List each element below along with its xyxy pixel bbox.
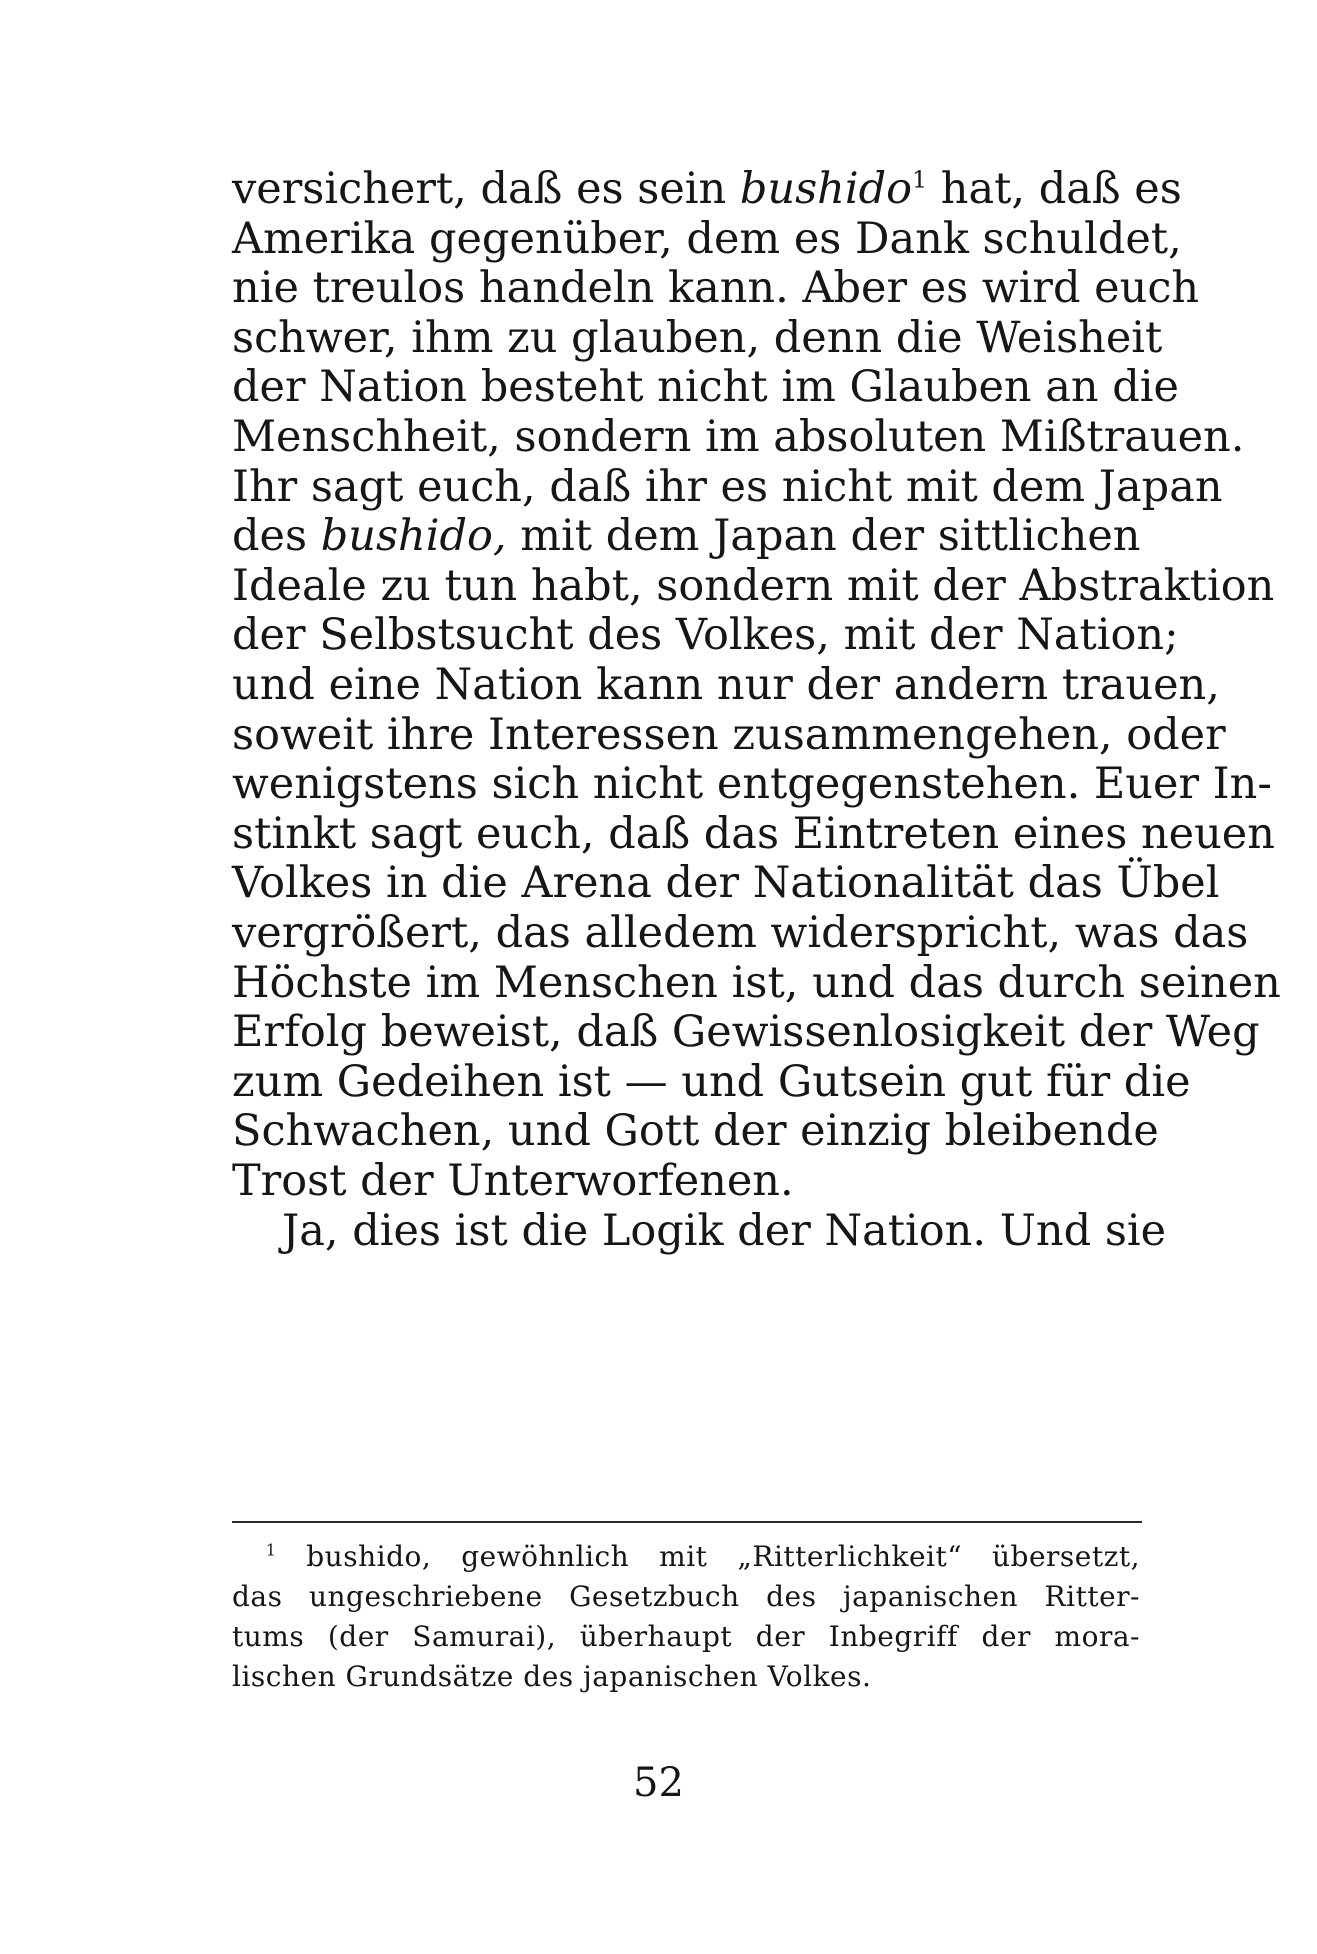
text-segment: nie treulos handeln kann. Aber es wird euch bbox=[232, 263, 1200, 314]
italic-term: bushido bbox=[739, 164, 913, 214]
text-segment: vergrößert, das alledem widerspricht, was das bbox=[232, 908, 1249, 958]
footnote-marker[interactable]: 1 bbox=[912, 165, 928, 194]
text-segment: soweit ihre Interessen zusammengehen, oder bbox=[232, 709, 1226, 760]
text-segment: zum Gedeihen ist — und Gutsein gut für die bbox=[232, 1056, 1191, 1107]
text-segment: stinkt sagt euch, daß das Eintreten eines neuen bbox=[232, 808, 1275, 859]
text-segment: Volkes in die Arena der Nationalität das Übel bbox=[232, 858, 1220, 909]
footnote-text: tums (der Samurai), überhaupt der Inbegriff der mora- bbox=[232, 1620, 1140, 1653]
text-line bbox=[282, 1200, 1167, 1262]
text-segment: versichert, daß es sein bbox=[232, 164, 740, 214]
text-segment: Amerika gegenüber, dem es Dank schuldet, bbox=[232, 213, 1182, 264]
text-segment: Ja, dies ist die Logik der Nation. Und sie bbox=[282, 1205, 1167, 1256]
italic-term: bushido, bbox=[320, 511, 507, 562]
text-segment: Trost der Unterworfenen. bbox=[232, 1156, 794, 1206]
text-segment: Ideale zu tun habt, sondern mit der Abstraktion bbox=[232, 560, 1275, 611]
footnote-text: das ungeschriebene Gesetzbuch des japanischen Ritter- bbox=[232, 1580, 1140, 1613]
footnote-text: lischen Grundsätze des japanischen Volkes. bbox=[232, 1660, 872, 1693]
text-segment: Erfolg beweist, daß Gewissenlosigkeit der Weg bbox=[232, 1007, 1260, 1058]
footnote-text: bushido, gewöhnlich mit „Ritterlichkeit“ übersetzt, bbox=[306, 1540, 1140, 1573]
text-segment: der Selbstsucht des Volkes, mit der Nation; bbox=[232, 610, 1179, 661]
text-segment: mit dem Japan der sittlichen bbox=[506, 511, 1141, 562]
footnote-separator bbox=[232, 1521, 1142, 1523]
footnote-line bbox=[232, 1577, 1140, 1617]
text-segment: und eine Nation kann nur der andern trauen, bbox=[232, 660, 1220, 710]
footnote-line bbox=[232, 1617, 1140, 1657]
text-segment: Schwachen, und Gott der einzig bleibende bbox=[232, 1106, 1159, 1157]
text-segment: des bbox=[232, 511, 321, 562]
text-segment: der Nation besteht nicht im Glauben an die bbox=[232, 362, 1180, 413]
text-segment: Höchste im Menschen ist, und das durch seinen bbox=[232, 957, 1281, 1008]
text-segment: Menschheit, sondern im absoluten Mißtrauen. bbox=[232, 412, 1245, 462]
footnote-line bbox=[266, 1537, 1140, 1577]
page-number: 52 bbox=[633, 1760, 684, 1806]
text-segment: hat, daß es bbox=[927, 164, 1182, 214]
footnote-line bbox=[232, 1657, 1140, 1697]
footnote-number: 1 bbox=[266, 1541, 277, 1560]
text-segment: schwer, ihm zu glauben, denn die Weisheit bbox=[232, 312, 1163, 363]
text-segment: Ihr sagt euch, daß ihr es nicht mit dem Japan bbox=[232, 461, 1223, 512]
text-segment: wenigstens sich nicht entgegenstehen. Euer In- bbox=[232, 759, 1272, 810]
